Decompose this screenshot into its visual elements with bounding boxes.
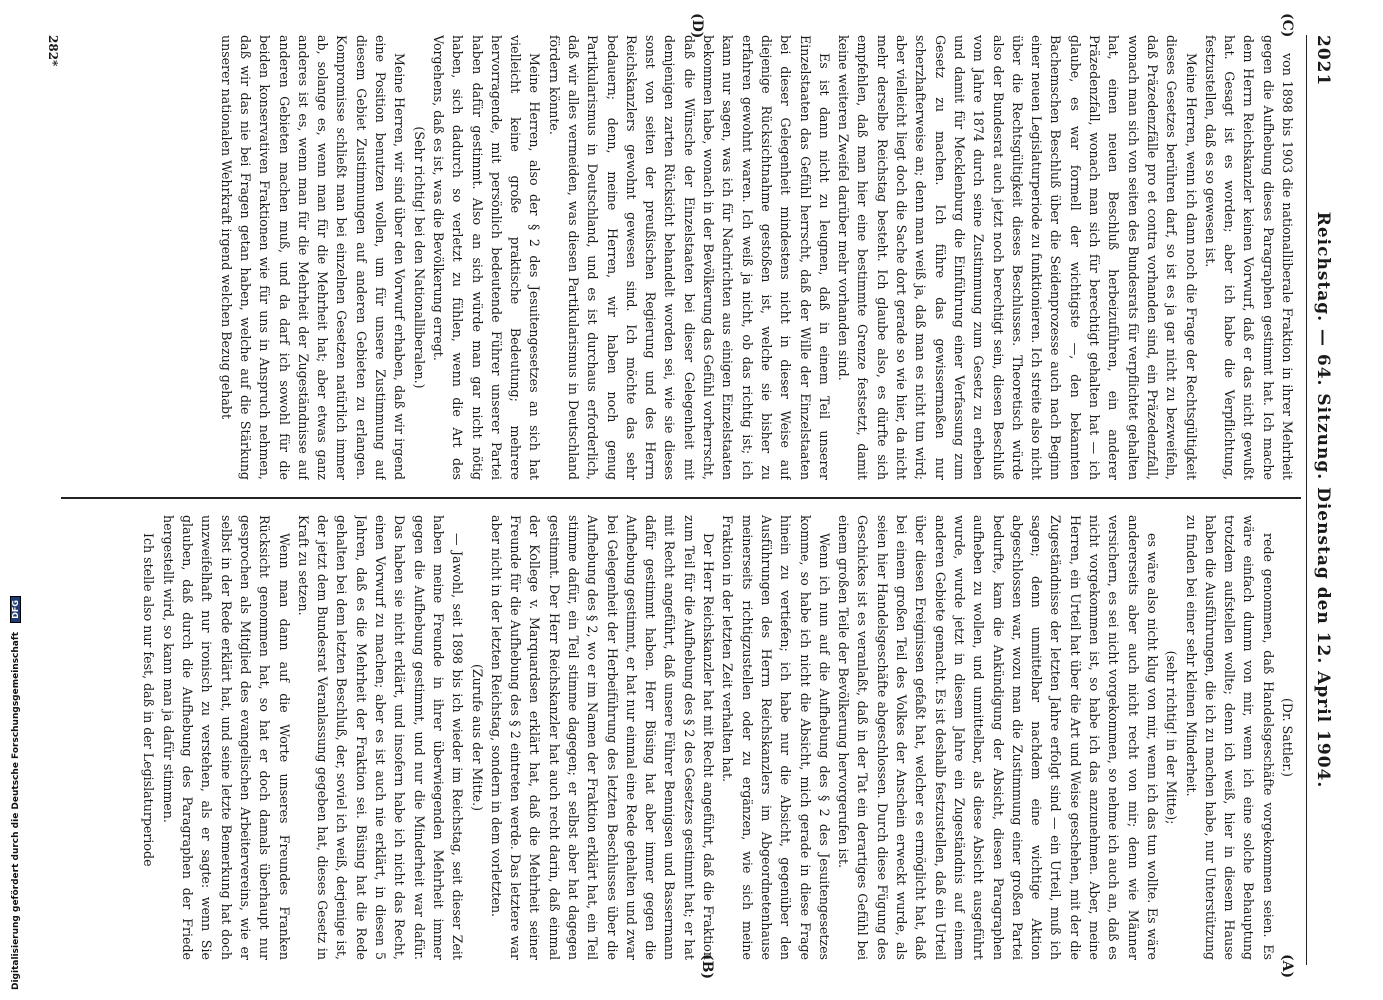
- paragraph: Der Herr Reichskanzler hat mit Recht angeführt, daß die Fraktion zum Teil für die Aufhebung des § 2 des Gesetzes gestimmt hat; er hat mit Recht angeführt, daß unsere Führer Bennigsen und Bassermann dafür gestimmt haben. Herr Büsing hat aber immer gegen die Aufhebung gestimmt, er hat nur einmal eine Rede gehalten und zwar bei Gelegenheit der Herbeiführung des letzten Beschlusses über die Aufhebung des § 2, wo er im Namen der Fraktion erklärt hat, ein Teil stimme dafür, ein Teil stimme dagegen; er selbst aber hat dagegen gestimmt. Der Herr Reichskanzler hat auch recht darin, daß einmal der Kollege v. Marquardsen erklärt hat, daß die Mehrheit seiner Freunde für die Aufhebung des § 2 eintreten werde. Das letztere war aber nicht in der letzten Reichstag, sondern in dem vorletzten.: [488, 515, 717, 960]
- paragraph: Wenn man dann auf die Worte unseres Freundes Franken Rücksicht genommen hat, so hat er doch damals überhaupt nur gesprochen als Mitglied des evangelischen Arbeitervereins, wie er selbst in der Rede erklärt hat, und seine letzte Bemerkung hat doch unzweifelhaft nur ironisch zu verstehen, als er sagte: wenn Sie glauben, daß durch die Aufhebung des Paragraphen der Friede hergestellt wird, so kann man ja dafür stimmen.: [160, 515, 292, 960]
- digitization-banner: [0, 0, 20, 1000]
- paragraph: rede genommen, daß Handelsgeschäfte vorgekommen seien. Es wäre einfach dumm von mir, wenn ich eine solche Behauptung trotzdem aufstellen wollte; denn ich weiß, hier in diesem Hause haben die Ausführungen, die ich zu machen habe, nur Unterstützung zu finden bei einer sehr kleinen Minderheit.: [1183, 515, 1276, 960]
- header-session: Reichstag. — 64. Sitzung.: [1313, 211, 1333, 481]
- interjection: (Sehr richtig! bei den Nationalliberalen.): [411, 126, 427, 389]
- speaker-name: (Dr. Sattler.): [1280, 698, 1295, 777]
- paragraph: es wäre also nicht klug von mir, wenn ich das tun wollte. Es wäre andererseits aber auch nicht recht von mir; denn wie Männer versichern, es sei nicht vorgekommen, so nehme ich auch an, daß es nicht vorgekommen ist, so habe ich das anzunehmen. Aber, meine Herren, ein Urteil hat über die Art und Weise geschehen, mit der die Zugeständnisse der letzten Jahre erfolgt sind — ein Urteil, muß ich sagen; denn unmittelbar nachdem eine wichtige Aktion abgeschlossen war, wozu man die Zustimmung einer großen Partei bedurfte, kam die Ankündigung der Absicht, diesen Paragraphen aufheben zu wollen, und unmittelbar, als diese Absicht ausgeführt wurde, wurde jetzt in diesem Jahre ein Zugeständnis auf einem anderen Gebiete gemacht. Es ist deshalb festzustellen, daß ein Urteil über diesen Ereignissen gefaßt hat, welcher es ermöglicht hat, daß bei einem großen Teil des Volkes der Anschein erweckt wurde, als seien hier Handelsgeschäfte abgeschlossen. Durch diese Fügung des Geschickes ist es veranlaßt, daß in der Tat ein derartiges Gefühl bei einem großen Teile der Bevölkerung hervorgerufen ist.: [836, 515, 1160, 960]
- page-number: 2021: [1313, 35, 1333, 87]
- signature-mark: 282*: [46, 35, 60, 67]
- scanned-page: [45, 13, 1335, 980]
- dfg-logo: DFG: [10, 596, 21, 623]
- header-rule: [1306, 35, 1307, 965]
- digitization-credit: Digitalisierung gefördert durch die Deutsche Forschungsgemeinschaft: [11, 631, 21, 990]
- paragraph: Meine Herren, wir sind über den Vorwurf erhaben, daß wir irgend eine Position benutzen wollen, um für unsere Zustimmung auf diesem Gebiet Zustimmungen auf anderen Gebieten zu erlangen. Kompromisse schließt man bei einzelnen Gesetzen natürlich immer ab, solange es, wenn man für die Mehrheit hat; aber etwas ganz anderes ist es, wenn man für die Mehrheit der Zugeständnisse auf anderen Gebieten machen muß, und da darf ich sowohl für die beiden konservativen Fraktionen wie für uns in Anspruch nehmen, daß wir das nie bei Fragen getan haben, welche auf die Stärkung unserer nationalen Wehrkraft irgend welchen Bezug gehabt: [218, 35, 408, 480]
- page-title: [1313, 35, 1333, 965]
- paragraph: — Jawohl, seit 1898 bis ich wieder im Reichstag, seit dieser Zeit haben meine Freunde in ihrer überwiegenden Mehrheit immer gegen die Aufhebung gestimmt, und nur die Minderheit war dafür. Das haben sie nicht erklärt, und insofern habe ich nicht das Recht, einen Vorwurf zu machen; aber es ist auch nie erklärt, in diesen 5 Jahren, daß es die Mehrheit der Fraktion sei. Büsing hat die Rede gehalten bei dem letzten Beschluß, der, soviel ich weiß, derjenige ist, der jetzt dem Bundesrat Veranlassung gegeben hat, dieses Gesetz in Kraft zu setzen.: [295, 515, 466, 960]
- page-header: [1305, 35, 1335, 965]
- left-text-column: [67, 515, 1297, 960]
- interjection: (sehr richtig! in der Mitte);: [1164, 650, 1180, 825]
- margin-marker-b: (B): [699, 954, 715, 980]
- paragraph: Ich stelle also nur fest, daß in der Legislaturperiode: [141, 533, 157, 867]
- interjection: (Zurufe aus der Mitte.): [469, 663, 485, 812]
- header-date: Dienstag den 12. April 1904.: [1313, 487, 1333, 789]
- column-divider: [61, 497, 1301, 499]
- paragraph: Meine Herren, wenn ich dann noch die Frage der Rechtsgültigkeit dieses Gesetzes berühren darf, so ist es ja gar nicht zu bezweifeln, daß Präzedenzfälle pro et contra vorhanden sind, ein Präzedenzfall, wonach man sich von seiten des Bundesrats für verpflichtet gehalten hat, einen neuen Beschluß herbeizuführen, ein anderer Präzedenzfall, wonach man sich für berechtigt gehalten hat — ich glaube, es war formell der wichtigste —, den bekannten Bachemschen Beschluß über die Seidenprozesse auch nach Beginn einer neuen Legislaturperiode zu funktionieren. Ich streite also nicht über die Rechtsgültigkeit dieses Beschlusses. Theoretisch würde also der Bundesrat auch jetzt noch berechtigt sein, diesen Beschluß vom Jahre 1874 durch seine Zustimmung zum Gesetz zu erheben und damit für Mecklenburg die Einführung einer Verfassung zum Gesetz zu machen. Ich führe das gewissermaßen nur scherzhafterweise an; denn man weiß ja, daß man es nicht tun wird; aber vielleicht liegt doch die Sache dort gerade so wie hier, da nicht mehr derselbe Reichstag besteht. Ich glaube also, es dürfte sich empfehlen, daß man hier eine bestimmte Grenze festsetzt, damit keine weiteren Zweifel darüber mehr vorhanden sind.: [836, 35, 1199, 480]
- paragraph: Es ist dann nicht zu leugnen, daß in einem Teil unserer Einzelstaaten das Gefühl herrscht, daß der Wille der Einzelstaaten bei dieser Gelegenheit mindestens nicht in dieser Weise auf diejenige Rücksichtnahme gestoßen ist, welche sie bisher zu erfahren gewohnt waren. Ich weiß ja nicht, ob das richtig ist; ich kann nur sagen, was ich für Nachrichten aus einigen Einzelstaaten bekommen habe, wonach in der Bevölkerung das Gefühl vorherrscht, daß die Wünsche der Einzelstaaten bei dieser Gelegenheit mit demjenigen zarten Rücksicht behandelt worden sei, wie sie dieses sonst von seiten der preußischen Regierung und des Herrn Reichskanzlers gewohnt gewesen sind. Ich möchte das sehr bedauern; denn, meine Herren, wir haben noch genug Partikularismus in Deutschland, und es ist durchaus erforderlich, daß wir alles vermeiden, was diesen Partikularismus in Deutschland fördern könnte.: [546, 35, 832, 480]
- paragraph: von 1898 bis 1903 die nationalliberale Fraktion in ihrer Mehrheit gegen die Aufhebung dieses Paragraphen gestimmt hat. Ich mache dem Herrn Reichskanzler keinen Vorwurf, daß er das nicht gewußt hat. Gesagt ist es worden; aber ich habe die Verpflichtung, festzustellen, daß es so gewesen ist.: [1202, 35, 1295, 480]
- margin-marker-c: (C): [1279, 13, 1295, 38]
- paragraph: Wenn ich nun auf die Aufhebung des § 2 des Jesuitengesetzes komme, so habe ich nicht die Absicht, mich gerade in diese Frage hinein zu vertiefen; ich habe nur die Absicht, gegenüber den Ausführungen des Herrn Reichskanzlers im Abgeordnetenhause meinerseits richtigzustellen oder zu ergänzen, wie sich meine Fraktion in der letzten Zeit verhalten hat.: [720, 515, 832, 960]
- right-text-column: [67, 35, 1297, 480]
- paragraph: Meine Herren, also der § 2 des Jesuitengesetzes an sich hat vielleicht keine große praktische Bedeutung; mehrere hervorragende, mit persönlich bedeutende Führer unserer Partei haben dafür gestimmt. Also an sich würde man gar nicht nötig haben, sich dadurch so verletzt zu fühlen, wenn die Art des Vorgehens, daß es ist, was die Bevölkerung erregt.: [430, 35, 543, 480]
- margin-marker-a: (A): [1279, 954, 1295, 979]
- margin-marker-d: (D): [689, 13, 705, 39]
- digitization-banner-text: [10, 596, 21, 990]
